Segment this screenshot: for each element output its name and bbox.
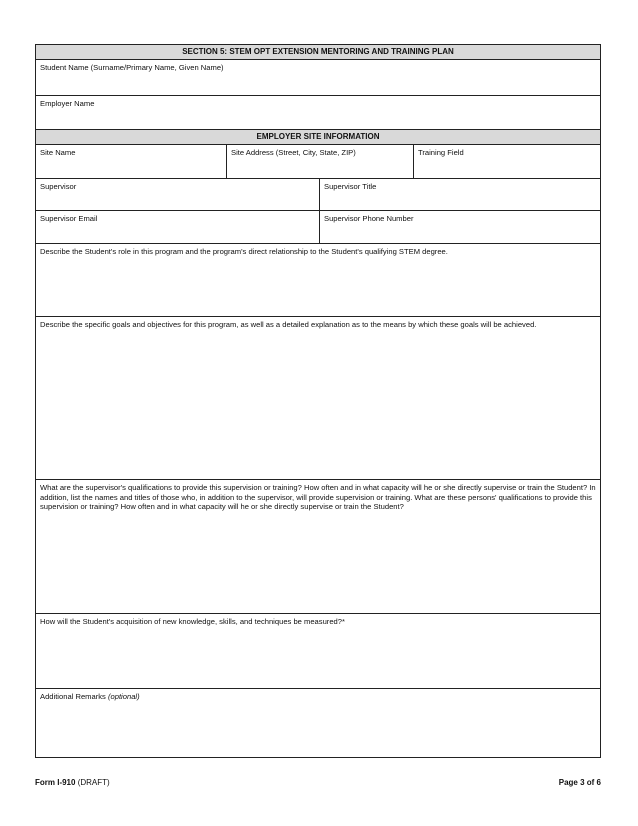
footer-form-number: Form I-910	[35, 778, 76, 787]
site-name-field[interactable]	[36, 145, 226, 178]
training-field-label: Training Field	[418, 148, 464, 157]
supervisor-phone-label: Supervisor Phone Number	[324, 214, 414, 223]
supervisor-title-field[interactable]	[319, 179, 600, 210]
student-name-label: Student Name (Surname/Primary Name, Given Name)	[40, 63, 224, 72]
student-name-field[interactable]	[36, 60, 600, 96]
employer-name-field[interactable]	[36, 96, 600, 130]
additional-remarks-label: Additional Remarks	[40, 692, 106, 701]
site-info-title: EMPLOYER SITE INFORMATION	[36, 130, 600, 145]
measurement-label: How will the Student's acquisition of new knowledge, skills, and techniques be measured?*	[40, 617, 345, 626]
training-field-field[interactable]	[413, 145, 600, 178]
additional-remarks-label-wrap	[36, 689, 600, 705]
supervisor-title-label: Supervisor Title	[324, 182, 377, 191]
site-address-label: Site Address (Street, City, State, ZIP)	[231, 148, 356, 157]
supervisor-qualifications-field[interactable]	[36, 480, 600, 614]
footer-page-number	[559, 778, 601, 787]
supervisor-qualifications-label: What are the supervisor's qualifications to provide this supervision or training? How often and in what capacity will he or she directly supervise or train the Student? In addition, list the names and titles of those who, in addition to the supervisor, will provide supervision or training. What are these persons' qualifications to provide this supervision or training? How often and in what capacity will he or she directly supervise or train the Student?	[40, 483, 596, 511]
goals-description-label: Describe the specific goals and objectives for this program, as well as a detailed explanation as to the means by which these goals will be achieved.	[40, 320, 537, 329]
site-row	[36, 145, 600, 179]
goals-description-field[interactable]	[36, 317, 600, 480]
additional-remarks-optional: (optional)	[107, 692, 140, 701]
page-number: Page 3 of 6	[558, 778, 601, 787]
supervisor-email-field[interactable]	[36, 211, 319, 243]
role-description-label: Describe the Student's role in this program and the program's direct relationship to the Student's qualifying STEM degree.	[40, 247, 448, 256]
measurement-field[interactable]	[36, 614, 600, 689]
mentoring-training-plan-form	[35, 44, 601, 758]
footer-form-id	[35, 778, 110, 787]
supervisor-email-label: Supervisor Email	[40, 214, 98, 223]
supervisor-phone-field[interactable]	[319, 211, 600, 243]
supervisor-contact-row	[36, 211, 600, 244]
additional-remarks-field[interactable]	[36, 689, 600, 757]
supervisor-label: Supervisor	[40, 182, 77, 191]
supervisor-row	[36, 179, 600, 211]
section-title: SECTION 5: STEM OPT EXTENSION MENTORING AND TRAINING PLAN	[36, 45, 600, 60]
site-address-field[interactable]	[226, 145, 413, 178]
role-description-field[interactable]	[36, 244, 600, 317]
employer-name-label: Employer Name	[40, 99, 95, 108]
site-name-label: Site Name	[40, 148, 76, 157]
footer-draft: (DRAFT)	[75, 778, 110, 787]
supervisor-field[interactable]	[36, 179, 319, 210]
